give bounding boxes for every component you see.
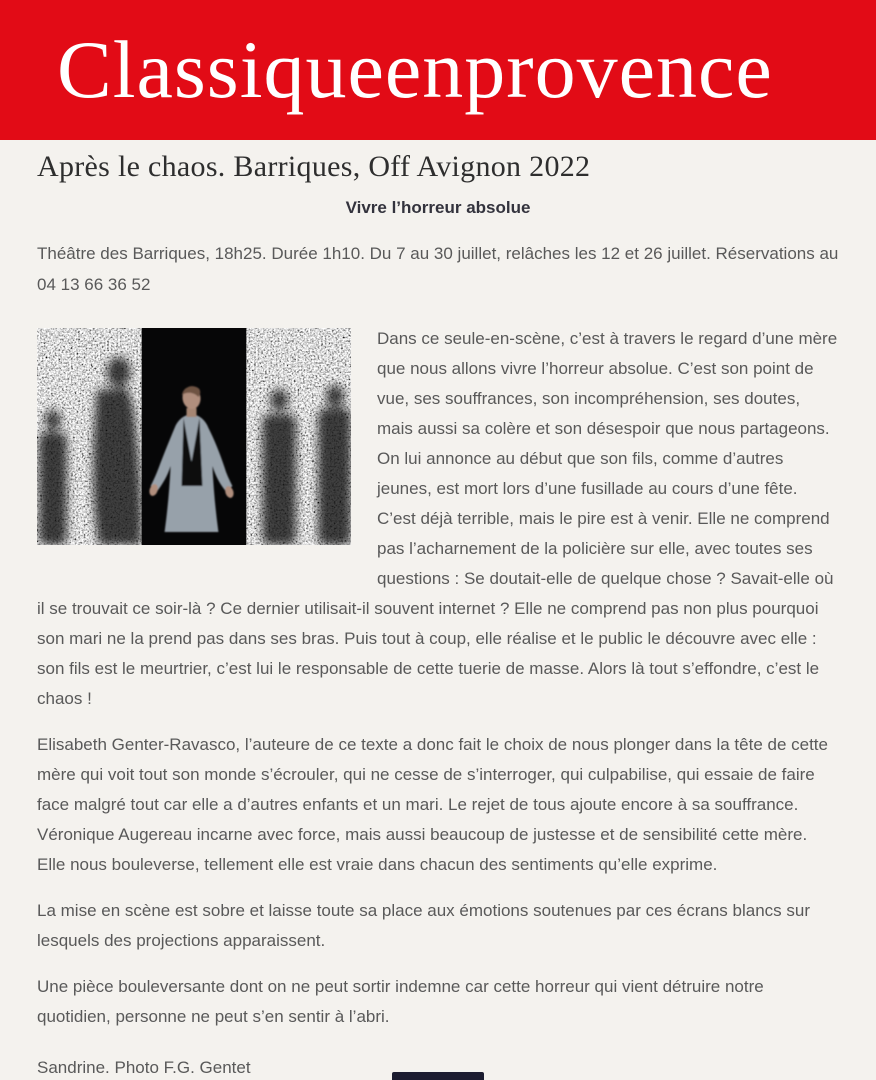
stage-photo [37,328,351,545]
article [0,150,876,1078]
paragraph-3: La mise en scène est sobre et laisse toute sa place aux émotions soutenues par ces écrans blancs sur lesquels des projections apparaissent. [37,901,810,950]
lead-section [37,324,839,714]
paragraph-2: Elisabeth Genter-Ravasco, l’auteure de ce texte a donc fait le choix de nous plonger dans la tête de cette mère qui voit tout son monde s’écrouler, qui ne cesse de s’interroger, qui culpabilise, qui essaie de faire face malgré tout car elle a d’autres enfants et un mari. Le rejet de tous ajoute encore à sa souffrance. Véronique Augereau incarne avec force, mais aussi beaucoup de justesse et de sensibilité cette mère. Elle nous bouleverse, tellement elle est vraie dans chacun des sentiments qu’elle exprime. [37,735,828,874]
author-credit: Sandrine. Photo F.G. Gentet [37,1058,251,1077]
site-logo[interactable]: Classiqueenprovence [57,24,773,115]
venue-info: Théâtre des Barriques, 18h25. Durée 1h10. Du 7 au 30 juillet, relâches les 12 et 26 juillet. Réservations au 04 13 66 36 52 [37,244,839,294]
article-title: Après le chaos. Barriques, Off Avignon 2022 [37,150,591,183]
paragraph-4: Une pièce bouleversante dont on ne peut sortir indemne car cette horreur qui vient détruire notre quotidien, personne ne peut s’en sentir à l’abri. [37,977,764,1026]
article-subtitle: Vivre l’horreur absolue [345,198,531,217]
site-header [0,0,876,140]
bottom-bar [392,1072,484,1080]
paragraph-1: Dans ce seule-en-scène, c’est à travers le regard d’une mère que nous allons vivre l’horreur absolue. C’est son point de vue, ses souffrances, son incompréhension, ses doutes, mais aussi sa colère et son désespoir que nous partageons. On lui annonce au début que son fils, comme d’autres jeunes, est mort lors d’une fusillade au cours d’une fête. C’est déjà terrible, mais le pire est à venir. Elle ne comprend pas l’acharnement de la policière sur elle, avec toutes ses questions : Se doutait-elle de quelque chose ? Savait-elle où il se trouvait ce soir-là ? Ce dernier utilisait-il souvent internet ? Elle ne comprend pas non plus pourquoi son mari ne la prend pas dans ses bras. Puis tout à coup, elle réalise et le public le découvre avec elle : son fils est le meurtrier, c’est lui le responsable de cette tuerie de masse. Alors là tout s’effondre, c’est le chaos ! [37,329,838,708]
